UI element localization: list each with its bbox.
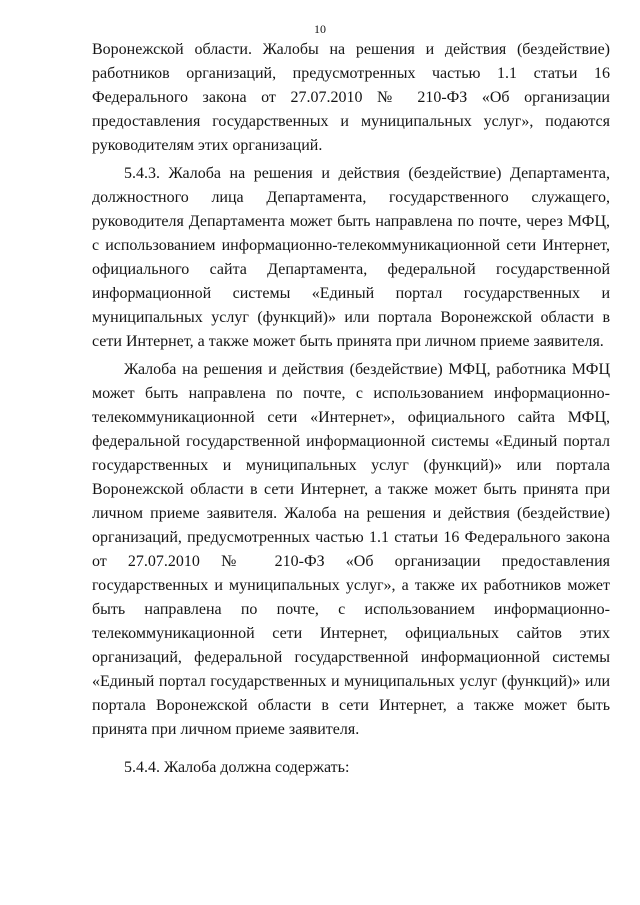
paragraph-mfc-complaint: Жалоба на решения и действия (бездействие) МФЦ, работника МФЦ может быть направлена по почте, с использованием информационно-телекоммуникационной сети «Интернет», официального сайта МФЦ, федеральной государственной информационной системы «Единый портал государственных и муниципальных услуг (функций)» или портала Воронежской области в сети Интернет, а также может быть принята при личном приеме заявителя. Жалоба на решения и действия (бездействие) организаций, предусмотренных частью 1.1 статьи 16 Федерального закона от 27.07.2010 № 210-ФЗ «Об организации предоставления государственных и муниципальных услуг», а также их работников может быть направлена по почте, с использованием информационно-телекоммуникационной сети Интернет, официальных сайтов этих организаций, федеральной государственной информационной системы «Единый портал государственных и муниципальных услуг (функций)» или портала Воронежской области в сети Интернет, а также может быть принята при личном приеме заявителя. — [92, 361, 610, 738]
page-number: 10 — [314, 22, 326, 36]
paragraph-continuation: Воронежской области. Жалобы на решения и действия (бездействие) работников организаций, предусмотренных частью 1.1 статьи 16 Федерального закона от 27.07.2010 № 210-ФЗ «Об организации предоставления государственных и муниципальных услуг», подаются руководителям этих организаций. — [92, 41, 610, 154]
paragraph-5-4-4: 5.4.4. Жалоба должна содержать: — [124, 759, 350, 776]
document-body — [92, 38, 610, 780]
paragraph-5-4-3: 5.4.3. Жалоба на решения и действия (бездействие) Департамента, должностного лица Департамента, государственного служащего, руководителя Департамента может быть направлена по почте, через МФЦ, с использованием информационно-телекоммуникационной сети Интернет, официального сайта Департамента, федеральной государственной информационной системы «Единый портал государственных и муниципальных услуг (функций)» или портала Воронежской области в сети Интернет, а также может быть принята при личном приеме заявителя. — [92, 165, 610, 350]
